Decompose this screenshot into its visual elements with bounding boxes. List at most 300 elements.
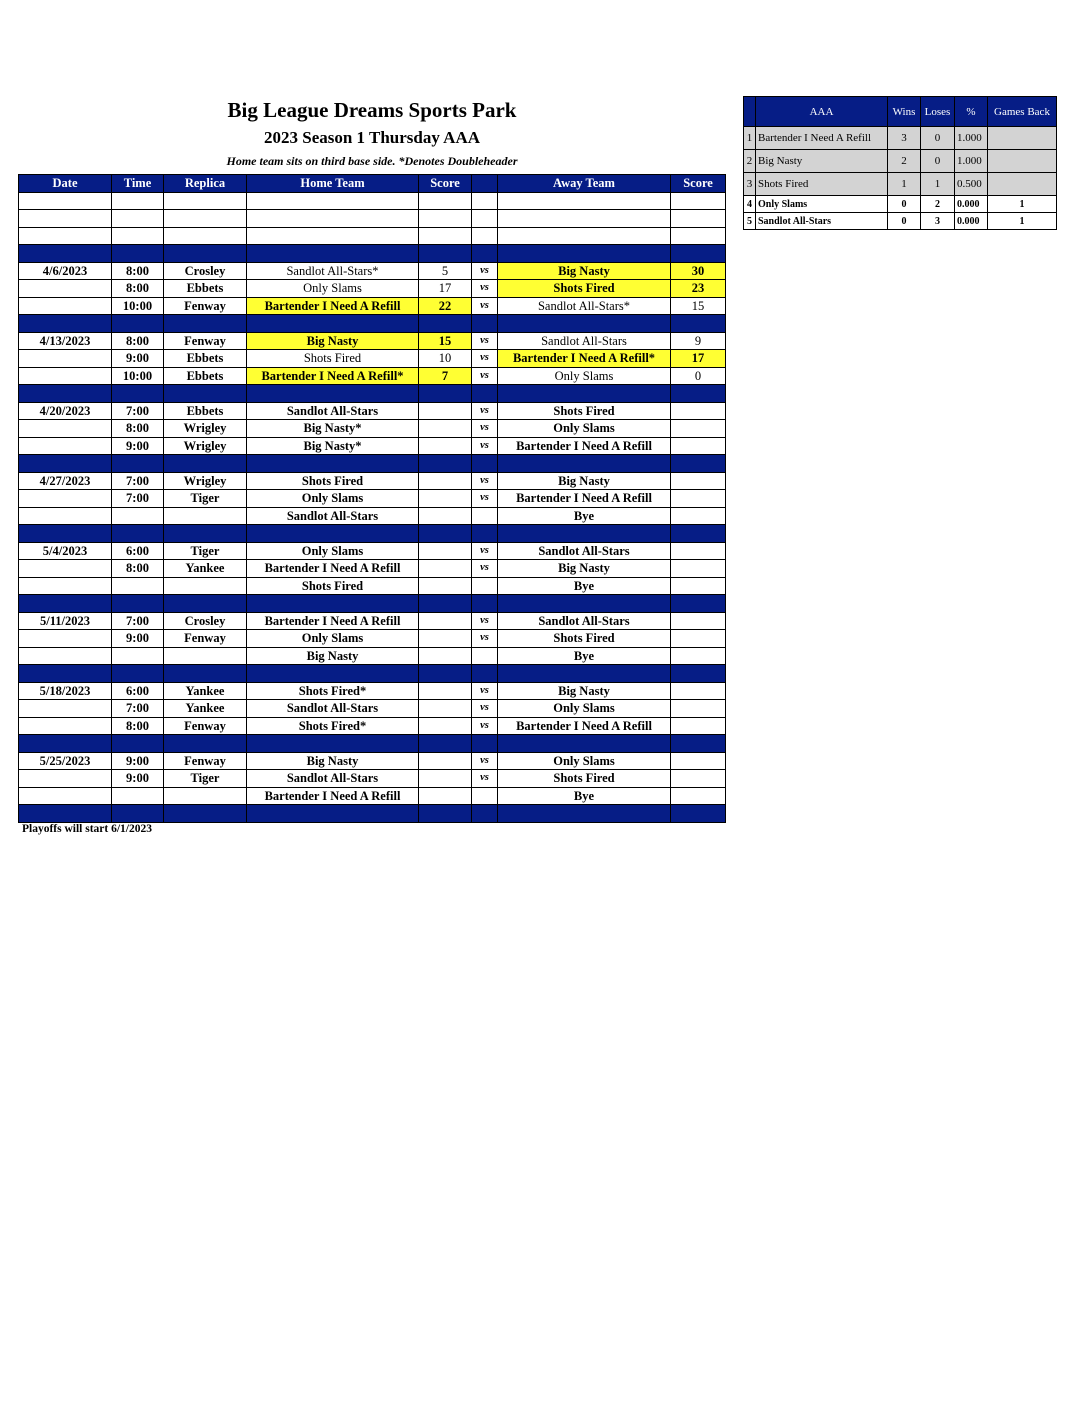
week-separator-row — [19, 665, 726, 683]
time-cell: 7:00 — [112, 700, 164, 718]
replica-cell — [164, 507, 247, 525]
date-cell — [19, 647, 112, 665]
separator-cell — [498, 525, 671, 543]
time-cell: 7:00 — [112, 490, 164, 508]
standings-pct-cell: 0.000 — [955, 196, 988, 213]
vs-cell: vs — [472, 682, 498, 700]
date-cell: 4/13/2023 — [19, 332, 112, 350]
column-header-home-score: Score — [419, 175, 472, 193]
standings-team-cell: Sandlot All-Stars — [756, 213, 888, 230]
separator-cell — [164, 805, 247, 823]
standings-pct-cell: 1.000 — [955, 150, 988, 173]
standings-row — [744, 127, 1057, 150]
date-cell — [19, 420, 112, 438]
away-score-cell — [671, 647, 726, 665]
home-team-cell: Bartender I Need A Refill — [247, 560, 419, 578]
home-team-cell: Bartender I Need A Refill* — [247, 367, 419, 385]
away-team-cell: Only Slams — [498, 420, 671, 438]
date-cell — [19, 577, 112, 595]
separator-cell — [19, 455, 112, 473]
game-row — [19, 700, 726, 718]
home-score-cell — [419, 437, 472, 455]
vs-cell: vs — [472, 437, 498, 455]
separator-cell — [112, 245, 164, 263]
time-cell — [112, 210, 164, 228]
game-row — [19, 787, 726, 805]
standings-table — [743, 96, 1057, 230]
replica-cell: Yankee — [164, 560, 247, 578]
separator-cell — [112, 385, 164, 403]
replica-cell: Tiger — [164, 542, 247, 560]
separator-cell — [247, 805, 419, 823]
date-cell — [19, 350, 112, 368]
home-team-cell: Big Nasty — [247, 752, 419, 770]
away-score-cell — [671, 227, 726, 245]
replica-cell: Ebbets — [164, 350, 247, 368]
away-team-cell: Only Slams — [498, 700, 671, 718]
home-team-cell: Only Slams — [247, 542, 419, 560]
away-score-cell — [671, 192, 726, 210]
home-score-cell — [419, 700, 472, 718]
schedule-note: Home team sits on third base side. *Denotes Doubleheader — [226, 154, 518, 168]
home-team-cell: Big Nasty* — [247, 437, 419, 455]
separator-cell — [247, 735, 419, 753]
standings-header-games-back: Games Back — [988, 97, 1057, 127]
standings-pct-cell: 1.000 — [955, 127, 988, 150]
separator-cell — [498, 315, 671, 333]
time-cell: 8:00 — [112, 262, 164, 280]
home-team-cell: Shots Fired — [247, 350, 419, 368]
away-score-cell: 15 — [671, 297, 726, 315]
week-separator-row — [19, 595, 726, 613]
vs-cell: vs — [472, 350, 498, 368]
replica-cell — [164, 787, 247, 805]
separator-cell — [472, 665, 498, 683]
away-score-cell — [671, 787, 726, 805]
time-cell: 7:00 — [112, 612, 164, 630]
separator-cell — [164, 315, 247, 333]
separator-cell — [419, 315, 472, 333]
standings-pct-cell: 0.500 — [955, 173, 988, 196]
home-score-cell — [419, 402, 472, 420]
home-score-cell — [419, 752, 472, 770]
away-score-cell: 9 — [671, 332, 726, 350]
home-team-cell: Sandlot All-Stars — [247, 507, 419, 525]
date-cell: 5/4/2023 — [19, 542, 112, 560]
game-row — [19, 227, 726, 245]
away-score-cell — [671, 402, 726, 420]
standings-games-back-cell — [988, 173, 1057, 196]
game-row — [19, 192, 726, 210]
game-row — [19, 350, 726, 368]
time-cell: 9:00 — [112, 770, 164, 788]
away-team-cell — [498, 192, 671, 210]
week-separator-row — [19, 315, 726, 333]
game-row — [19, 717, 726, 735]
time-cell: 10:00 — [112, 367, 164, 385]
away-team-cell: Sandlot All-Stars* — [498, 297, 671, 315]
away-score-cell — [671, 420, 726, 438]
time-cell: 9:00 — [112, 350, 164, 368]
replica-cell: Tiger — [164, 490, 247, 508]
separator-cell — [112, 525, 164, 543]
separator-cell — [247, 455, 419, 473]
home-score-cell — [419, 682, 472, 700]
home-score-cell — [419, 717, 472, 735]
playoffs-note: Playoffs will start 6/1/2023 — [22, 823, 152, 835]
away-team-cell: Bye — [498, 787, 671, 805]
date-cell — [19, 367, 112, 385]
separator-cell — [498, 245, 671, 263]
separator-cell — [164, 735, 247, 753]
time-cell: 9:00 — [112, 437, 164, 455]
date-cell: 4/20/2023 — [19, 402, 112, 420]
separator-cell — [112, 665, 164, 683]
standings-rank-cell: 2 — [744, 150, 756, 173]
home-team-cell: Only Slams — [247, 630, 419, 648]
away-score-cell: 30 — [671, 262, 726, 280]
home-team-cell: Only Slams — [247, 280, 419, 298]
game-row — [19, 367, 726, 385]
replica-cell: Fenway — [164, 297, 247, 315]
separator-cell — [671, 315, 726, 333]
separator-cell — [164, 385, 247, 403]
separator-cell — [472, 315, 498, 333]
vs-cell: vs — [472, 717, 498, 735]
time-cell: 8:00 — [112, 560, 164, 578]
time-cell: 8:00 — [112, 420, 164, 438]
home-score-cell — [419, 420, 472, 438]
game-row — [19, 262, 726, 280]
away-team-cell: Bartender I Need A Refill — [498, 717, 671, 735]
separator-cell — [164, 245, 247, 263]
vs-cell: vs — [472, 770, 498, 788]
page-subtitle: 2023 Season 1 Thursday AAA — [263, 128, 481, 147]
date-cell — [19, 630, 112, 648]
replica-cell: Wrigley — [164, 420, 247, 438]
away-score-cell — [671, 682, 726, 700]
standings-header-rank — [744, 97, 756, 127]
replica-cell: Yankee — [164, 700, 247, 718]
home-team-cell: Big Nasty — [247, 647, 419, 665]
vs-cell: vs — [472, 332, 498, 350]
vs-cell: vs — [472, 297, 498, 315]
vs-cell — [472, 507, 498, 525]
standings-wins-cell: 0 — [888, 213, 921, 230]
date-cell — [19, 507, 112, 525]
game-row — [19, 332, 726, 350]
game-row — [19, 472, 726, 490]
home-score-cell — [419, 507, 472, 525]
away-score-cell — [671, 717, 726, 735]
separator-cell — [498, 735, 671, 753]
standings-games-back-cell: 1 — [988, 196, 1057, 213]
separator-cell — [472, 805, 498, 823]
standings-loses-cell: 0 — [921, 127, 955, 150]
game-row — [19, 560, 726, 578]
separator-cell — [112, 455, 164, 473]
away-team-cell: Shots Fired — [498, 630, 671, 648]
week-separator-row — [19, 735, 726, 753]
standings-header-row — [744, 97, 1057, 127]
date-cell — [19, 227, 112, 245]
time-cell: 7:00 — [112, 472, 164, 490]
standings-loses-cell: 1 — [921, 173, 955, 196]
vs-cell — [472, 227, 498, 245]
standings-team-cell: Big Nasty — [756, 150, 888, 173]
time-cell: 8:00 — [112, 280, 164, 298]
standings-row — [744, 196, 1057, 213]
time-cell: 9:00 — [112, 752, 164, 770]
home-team-cell: Bartender I Need A Refill — [247, 297, 419, 315]
separator-cell — [112, 315, 164, 333]
game-row — [19, 770, 726, 788]
replica-cell: Tiger — [164, 770, 247, 788]
replica-cell — [164, 647, 247, 665]
separator-cell — [498, 455, 671, 473]
home-score-cell: 17 — [419, 280, 472, 298]
standings-games-back-cell — [988, 150, 1057, 173]
home-score-cell: 7 — [419, 367, 472, 385]
home-score-cell — [419, 612, 472, 630]
separator-cell — [498, 385, 671, 403]
away-team-cell: Only Slams — [498, 367, 671, 385]
standings-games-back-cell: 1 — [988, 213, 1057, 230]
vs-cell — [472, 787, 498, 805]
home-score-cell: 22 — [419, 297, 472, 315]
separator-cell — [419, 385, 472, 403]
standings-rank-cell: 1 — [744, 127, 756, 150]
game-row — [19, 542, 726, 560]
date-cell: 5/11/2023 — [19, 612, 112, 630]
separator-cell — [419, 665, 472, 683]
away-score-cell — [671, 700, 726, 718]
date-cell — [19, 210, 112, 228]
standings-wins-cell: 3 — [888, 127, 921, 150]
home-score-cell — [419, 560, 472, 578]
game-row — [19, 437, 726, 455]
away-team-cell: Shots Fired — [498, 770, 671, 788]
time-cell — [112, 192, 164, 210]
home-team-cell: Big Nasty* — [247, 420, 419, 438]
time-cell: 6:00 — [112, 682, 164, 700]
vs-cell: vs — [472, 280, 498, 298]
standings-wins-cell: 2 — [888, 150, 921, 173]
home-team-cell: Big Nasty — [247, 332, 419, 350]
vs-cell — [472, 210, 498, 228]
away-score-cell — [671, 507, 726, 525]
game-row — [19, 280, 726, 298]
home-score-cell — [419, 542, 472, 560]
away-score-cell — [671, 612, 726, 630]
away-team-cell: Big Nasty — [498, 472, 671, 490]
standings-loses-cell: 2 — [921, 196, 955, 213]
separator-cell — [472, 525, 498, 543]
home-team-cell: Shots Fired* — [247, 717, 419, 735]
separator-cell — [112, 805, 164, 823]
game-row — [19, 402, 726, 420]
date-cell: 5/25/2023 — [19, 752, 112, 770]
away-team-cell: Shots Fired — [498, 280, 671, 298]
game-row — [19, 507, 726, 525]
home-team-cell: Shots Fired — [247, 577, 419, 595]
column-header-time: Time — [112, 175, 164, 193]
game-row — [19, 647, 726, 665]
replica-cell: Crosley — [164, 262, 247, 280]
separator-cell — [19, 595, 112, 613]
home-team-cell: Sandlot All-Stars — [247, 700, 419, 718]
separator-cell — [19, 735, 112, 753]
away-team-cell: Bartender I Need A Refill* — [498, 350, 671, 368]
home-team-cell: Bartender I Need A Refill — [247, 787, 419, 805]
replica-cell: Ebbets — [164, 402, 247, 420]
away-score-cell — [671, 542, 726, 560]
home-team-cell: Sandlot All-Stars* — [247, 262, 419, 280]
separator-cell — [498, 805, 671, 823]
vs-cell: vs — [472, 402, 498, 420]
vs-cell: vs — [472, 262, 498, 280]
separator-cell — [164, 525, 247, 543]
time-cell — [112, 787, 164, 805]
home-team-cell: Sandlot All-Stars — [247, 770, 419, 788]
replica-cell: Wrigley — [164, 472, 247, 490]
time-cell: 6:00 — [112, 542, 164, 560]
replica-cell: Ebbets — [164, 280, 247, 298]
separator-cell — [671, 805, 726, 823]
date-cell — [19, 700, 112, 718]
away-team-cell: Sandlot All-Stars — [498, 332, 671, 350]
home-score-cell — [419, 210, 472, 228]
away-team-cell: Big Nasty — [498, 682, 671, 700]
vs-cell — [472, 577, 498, 595]
separator-cell — [112, 595, 164, 613]
date-cell — [19, 192, 112, 210]
date-cell: 4/27/2023 — [19, 472, 112, 490]
away-team-cell: Only Slams — [498, 752, 671, 770]
date-cell — [19, 490, 112, 508]
column-header-away-team: Away Team — [498, 175, 671, 193]
game-row — [19, 490, 726, 508]
week-separator-row — [19, 385, 726, 403]
separator-cell — [671, 595, 726, 613]
separator-cell — [19, 315, 112, 333]
home-team-cell: Only Slams — [247, 490, 419, 508]
separator-cell — [112, 735, 164, 753]
separator-cell — [19, 525, 112, 543]
standings-team-cell: Only Slams — [756, 196, 888, 213]
separator-cell — [247, 315, 419, 333]
date-cell — [19, 280, 112, 298]
column-header-vs — [472, 175, 498, 193]
time-cell: 10:00 — [112, 297, 164, 315]
away-team-cell: Bartender I Need A Refill — [498, 437, 671, 455]
time-cell: 8:00 — [112, 717, 164, 735]
page-title: Big League Dreams Sports Park — [227, 98, 517, 122]
replica-cell: Fenway — [164, 752, 247, 770]
away-team-cell: Bye — [498, 577, 671, 595]
separator-cell — [247, 665, 419, 683]
away-team-cell: Bartender I Need A Refill — [498, 490, 671, 508]
vs-cell: vs — [472, 612, 498, 630]
separator-cell — [419, 455, 472, 473]
game-row — [19, 752, 726, 770]
date-cell — [19, 560, 112, 578]
standings-rank-cell: 5 — [744, 213, 756, 230]
away-team-cell: Shots Fired — [498, 402, 671, 420]
vs-cell — [472, 192, 498, 210]
home-score-cell — [419, 472, 472, 490]
separator-cell — [247, 245, 419, 263]
separator-cell — [472, 735, 498, 753]
column-header-away-score: Score — [671, 175, 726, 193]
standings-wins-cell: 1 — [888, 173, 921, 196]
away-team-cell: Sandlot All-Stars — [498, 542, 671, 560]
time-cell: 8:00 — [112, 332, 164, 350]
standings-header-wins: Wins — [888, 97, 921, 127]
date-cell: 4/6/2023 — [19, 262, 112, 280]
away-score-cell — [671, 472, 726, 490]
game-row — [19, 577, 726, 595]
away-team-cell — [498, 227, 671, 245]
home-team-cell: Shots Fired — [247, 472, 419, 490]
replica-cell: Ebbets — [164, 367, 247, 385]
standings-row — [744, 213, 1057, 230]
away-score-cell — [671, 630, 726, 648]
separator-cell — [419, 735, 472, 753]
away-score-cell: 0 — [671, 367, 726, 385]
game-row — [19, 420, 726, 438]
away-score-cell — [671, 770, 726, 788]
home-team-cell: Bartender I Need A Refill — [247, 612, 419, 630]
away-score-cell: 17 — [671, 350, 726, 368]
separator-cell — [498, 665, 671, 683]
home-score-cell — [419, 630, 472, 648]
away-team-cell: Sandlot All-Stars — [498, 612, 671, 630]
away-team-cell: Big Nasty — [498, 262, 671, 280]
vs-cell: vs — [472, 560, 498, 578]
away-score-cell — [671, 752, 726, 770]
schedule-header-row — [19, 175, 726, 193]
standings-rank-cell: 3 — [744, 173, 756, 196]
home-score-cell — [419, 647, 472, 665]
separator-cell — [164, 455, 247, 473]
separator-cell — [472, 455, 498, 473]
separator-cell — [19, 385, 112, 403]
vs-cell: vs — [472, 752, 498, 770]
replica-cell: Crosley — [164, 612, 247, 630]
separator-cell — [498, 595, 671, 613]
standings-team-cell: Shots Fired — [756, 173, 888, 196]
separator-cell — [671, 385, 726, 403]
separator-cell — [247, 385, 419, 403]
time-cell: 9:00 — [112, 630, 164, 648]
separator-cell — [19, 245, 112, 263]
standings-rank-cell: 4 — [744, 196, 756, 213]
separator-cell — [472, 595, 498, 613]
separator-cell — [247, 525, 419, 543]
standings-loses-cell: 0 — [921, 150, 955, 173]
standings-games-back-cell — [988, 127, 1057, 150]
separator-cell — [671, 245, 726, 263]
separator-cell — [419, 595, 472, 613]
home-team-cell: Sandlot All-Stars — [247, 402, 419, 420]
home-team-cell: Shots Fired* — [247, 682, 419, 700]
time-cell — [112, 647, 164, 665]
vs-cell: vs — [472, 630, 498, 648]
column-header-replica: Replica — [164, 175, 247, 193]
week-separator-row — [19, 245, 726, 263]
date-cell — [19, 297, 112, 315]
